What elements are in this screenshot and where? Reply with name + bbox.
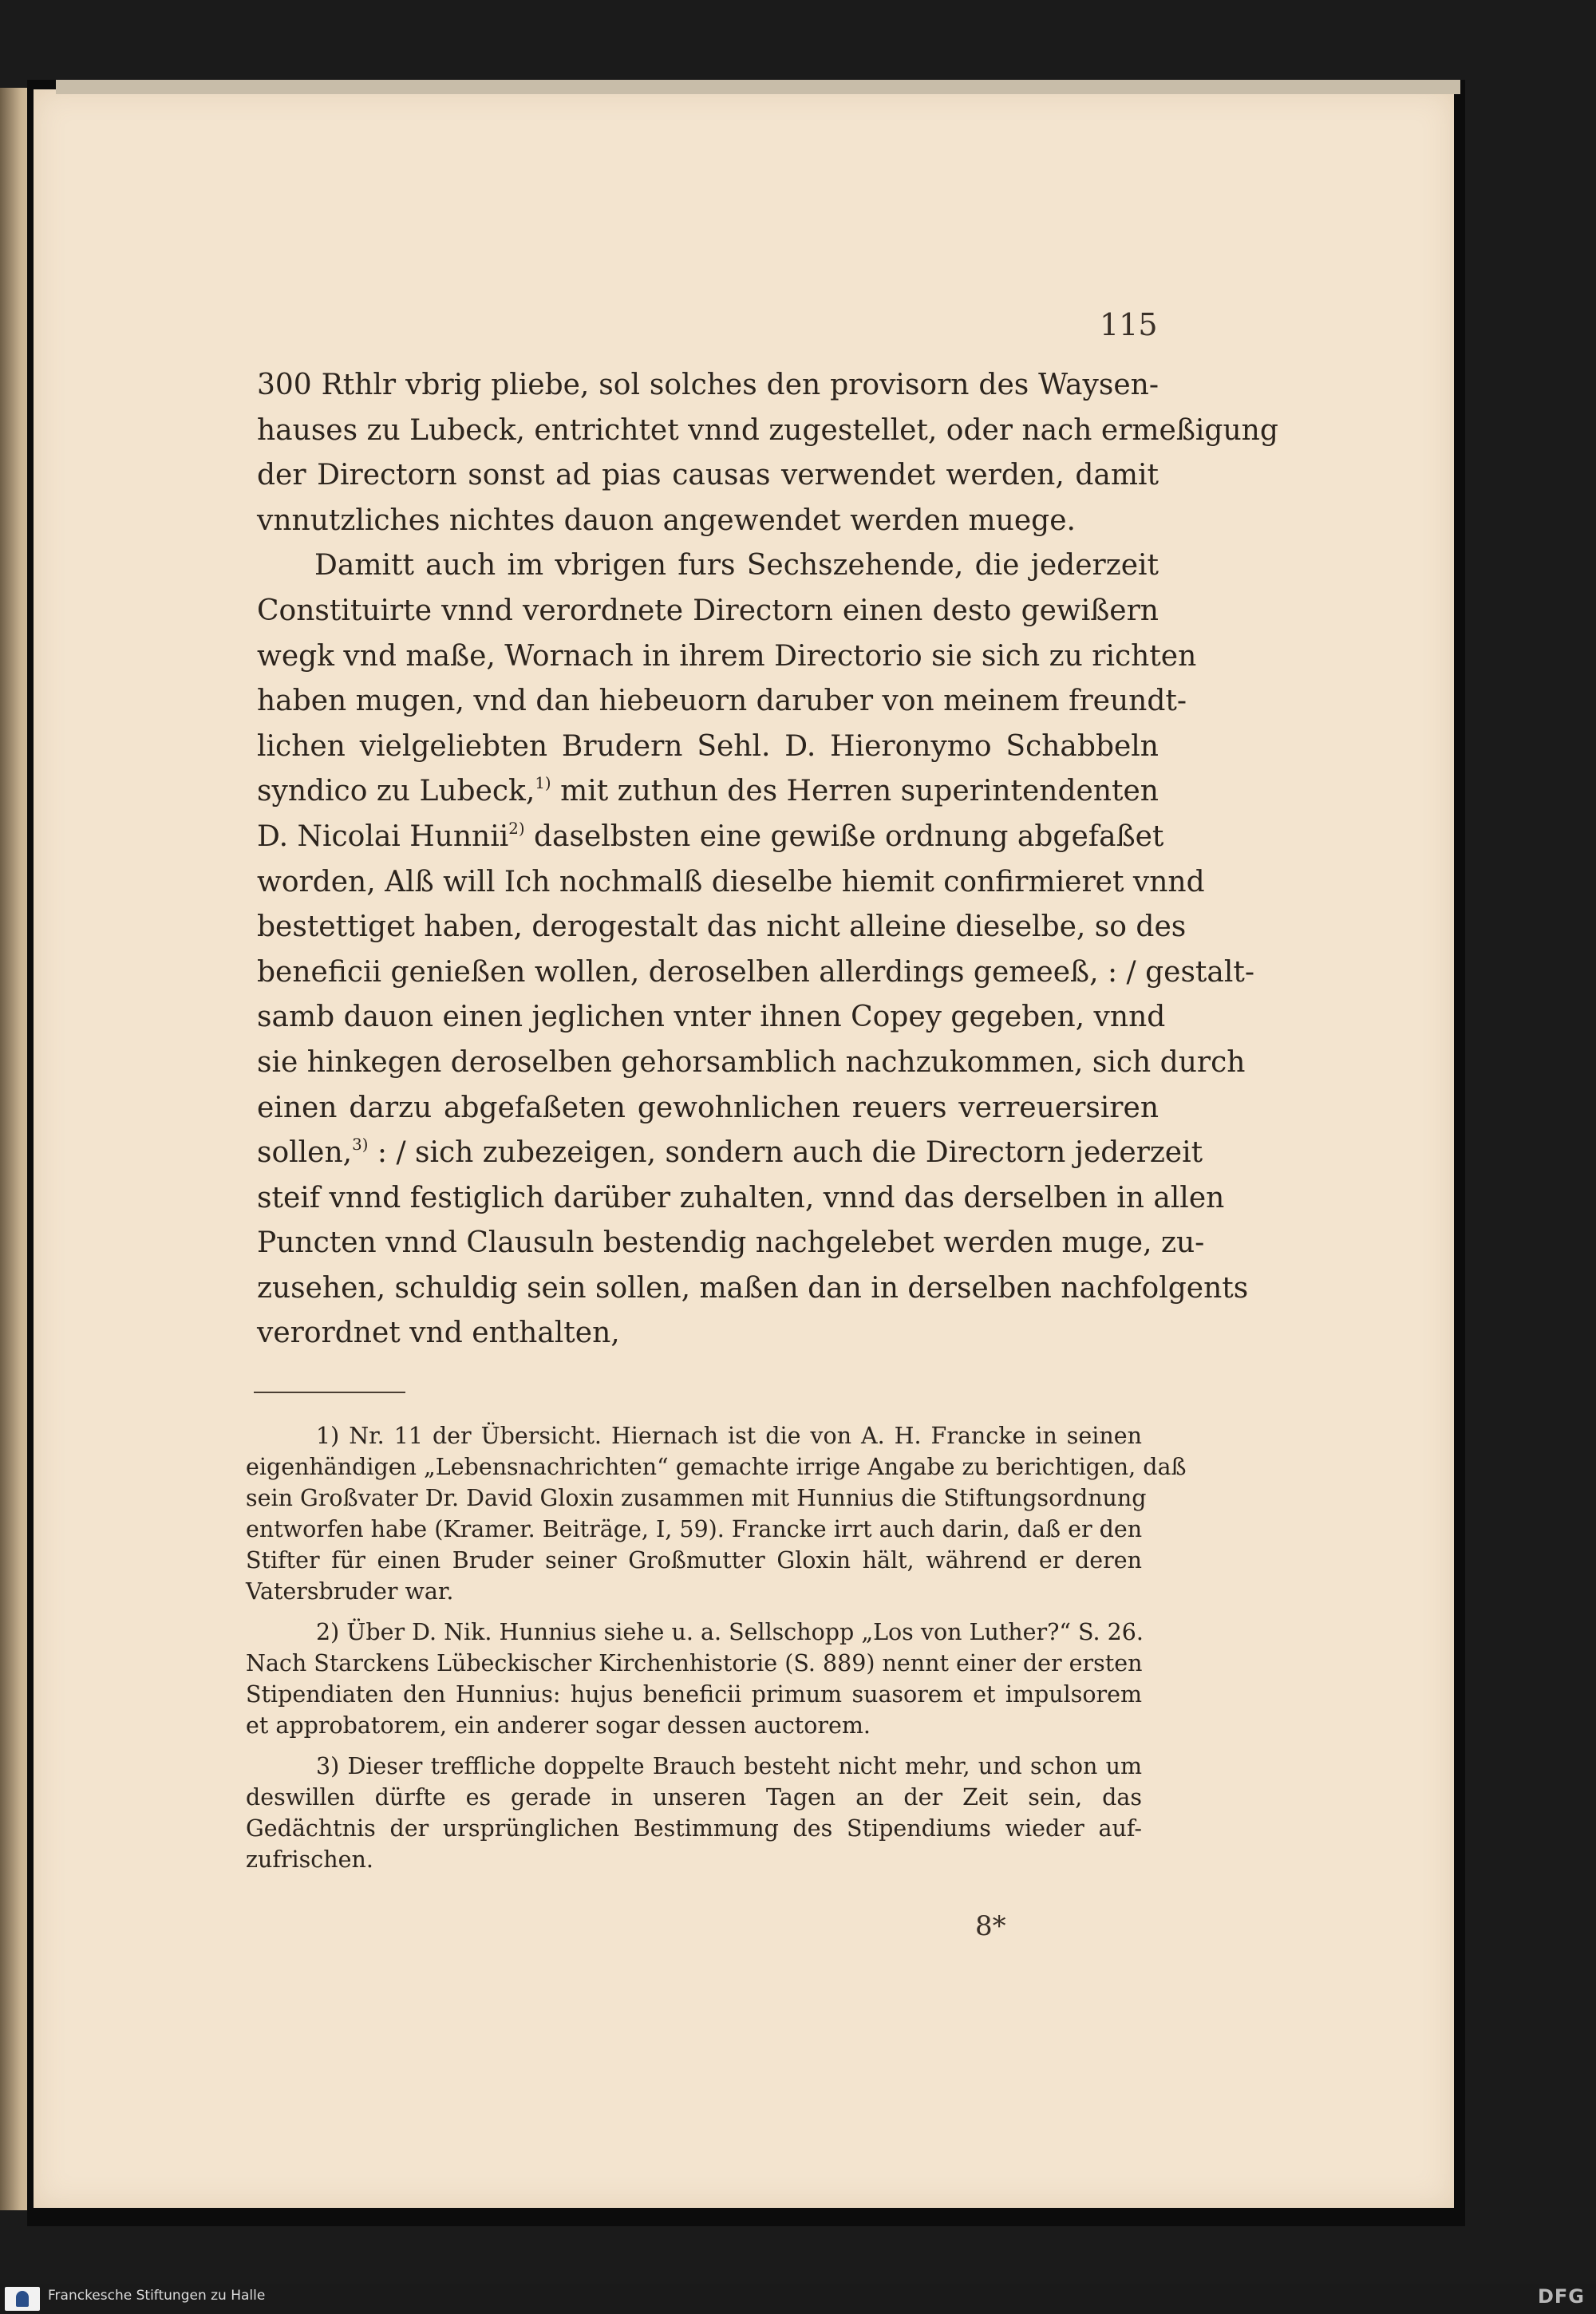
footnote-line: deswillen dürfte es gerade in unseren Tagen an der Zeit sein, das	[246, 1784, 1142, 1811]
text-line: zusehen, schuldig sein sollen, maßen dan in derselben nachfolgents	[257, 1271, 1249, 1305]
paragraph-1	[257, 363, 1278, 543]
text-line: Damitt auch im vbrigen furs Sechszehende, die jederzeit	[314, 549, 1159, 582]
text-line: der Directorn sonst ad pias causas verwendet werden, damit	[257, 459, 1159, 492]
footnote-line: Vatersbruder war.	[246, 1578, 454, 1605]
footnote-separator	[254, 1392, 405, 1393]
text-line: bestettiget haben, derogestalt das nicht alleine dieselbe, so des	[257, 910, 1187, 944]
text-segment: D. Nicolai Hunnii	[257, 819, 509, 853]
text-segment: syndico zu Lubeck,	[257, 775, 535, 808]
footnote-line: 3) Dieser treffliche doppelte Brauch besteht nicht mehr, und schon um	[316, 1753, 1142, 1779]
footnote-2	[246, 1617, 1142, 1741]
text-line-with-footnote	[257, 769, 1159, 815]
text-line-with-footnote	[257, 1131, 1203, 1176]
institution-name: Franckesche Stiftungen zu Halle	[48, 2288, 266, 2304]
footnote-line: sein Großvater Dr. David Gloxin zusammen mit Hunnius die Stiftungsordnung	[246, 1485, 1147, 1511]
text-line: vnnutzliches nichtes dauon angewendet werden muege.	[257, 503, 1076, 537]
text-line: beneficii genießen wollen, deroselben allerdings gemeeß, : / gestalt-	[257, 955, 1254, 989]
footnote-line: 1) Nr. 11 der Übersicht. Hiernach ist die von A. H. Francke in seinen	[316, 1423, 1142, 1449]
text-line: steif vnnd festiglich darüber zuhalten, vnnd das derselben in allen	[257, 1181, 1225, 1214]
main-text	[257, 363, 1278, 1356]
text-line: haben mugen, vnd dan hiebeuorn daruber von meinem freundt-	[257, 685, 1187, 718]
footnote-line: Stipendiaten den Hunnius: hujus beneficii primum suasorem et impulsorem	[246, 1681, 1142, 1708]
footnote-line: Gedächtnis der ursprünglichen Bestimmung des Stipendiums wieder auf-	[246, 1815, 1142, 1842]
paragraph-2	[257, 543, 1254, 1356]
footnote-line: entworfen habe (Kramer. Beiträge, I, 59). Francke irrt auch darin, daß er den	[246, 1516, 1143, 1542]
dfg-logo: DFG	[1537, 2285, 1585, 2308]
footnote-line: 2) Über D. Nik. Hunnius siehe u. a. Sellschopp „Los von Luther?“ S. 26.	[316, 1619, 1144, 1645]
footnote-marker-2: 2)	[508, 819, 525, 839]
footnote-1	[246, 1420, 1187, 1607]
footnote-line: Nach Starckens Lübeckischer Kirchenhistorie (S. 889) nennt einer der ersten	[246, 1650, 1143, 1676]
text-segment: daselbsten eine gewiße ordnung abgefaßet	[534, 819, 1164, 853]
text-segment: : / sich zubezeigen, sondern auch die Directorn jederzeit	[377, 1136, 1203, 1170]
text-line: samb dauon einen jeglichen vnter ihnen Copey gegeben, vnnd	[257, 1001, 1166, 1034]
footnote-line: et approbatorem, ein anderer sogar dessen auctorem.	[246, 1712, 871, 1739]
footnotes	[246, 1420, 1187, 1885]
text-line: Puncten vnnd Clausuln bestendig nachgelebet werden muge, zu-	[257, 1226, 1205, 1260]
text-line: Constituirte vnnd verordnete Directorn einen desto gewißern	[257, 594, 1159, 627]
text-line: sie hinkegen deroselben gehorsamblich nachzukommen, sich durch	[257, 1045, 1246, 1079]
text-line: einen darzu abgefaßeten gewohnlichen reuers verreuersiren	[257, 1091, 1159, 1124]
page-top-edge	[56, 80, 1460, 94]
footnote-line: zufrischen.	[246, 1846, 373, 1873]
footnote-line: Stifter für einen Bruder seiner Großmutter Gloxin hält, während er deren	[246, 1547, 1142, 1574]
footnote-line: eigenhändigen „Lebensnachrichten“ gemachte irrige Angabe zu berichtigen, daß	[246, 1454, 1187, 1480]
text-line: hauses zu Lubeck, entrichtet vnnd zugestellet, oder nach ermeßigung	[257, 413, 1278, 447]
text-segment: mit zuthun des Herren superintendenten	[560, 775, 1159, 808]
footnote-3	[246, 1751, 1142, 1875]
text-line-with-footnote	[257, 815, 1164, 860]
page-number: 115	[1100, 307, 1158, 342]
institution-logo-icon	[5, 2287, 40, 2311]
text-line: 300 Rthlr vbrig pliebe, sol solches den provisorn des Waysen-	[257, 369, 1159, 401]
text-line: wegk vnd maße, Wornach in ihrem Directorio sie sich zu richten	[257, 639, 1197, 673]
footnote-marker-1: 1)	[535, 774, 551, 793]
text-line: verordnet vnd enthalten,	[257, 1317, 620, 1350]
text-line: lichen vielgeliebten Brudern Sehl. D. Hieronymo Schabbeln	[257, 729, 1159, 763]
text-line: worden, Alß will Ich nochmalß dieselbe hiemit confirmieret vnnd	[257, 865, 1205, 898]
footnote-marker-3: 3)	[352, 1135, 369, 1155]
signature-mark: 8*	[975, 1910, 1006, 1942]
text-segment: sollen,	[257, 1136, 353, 1170]
